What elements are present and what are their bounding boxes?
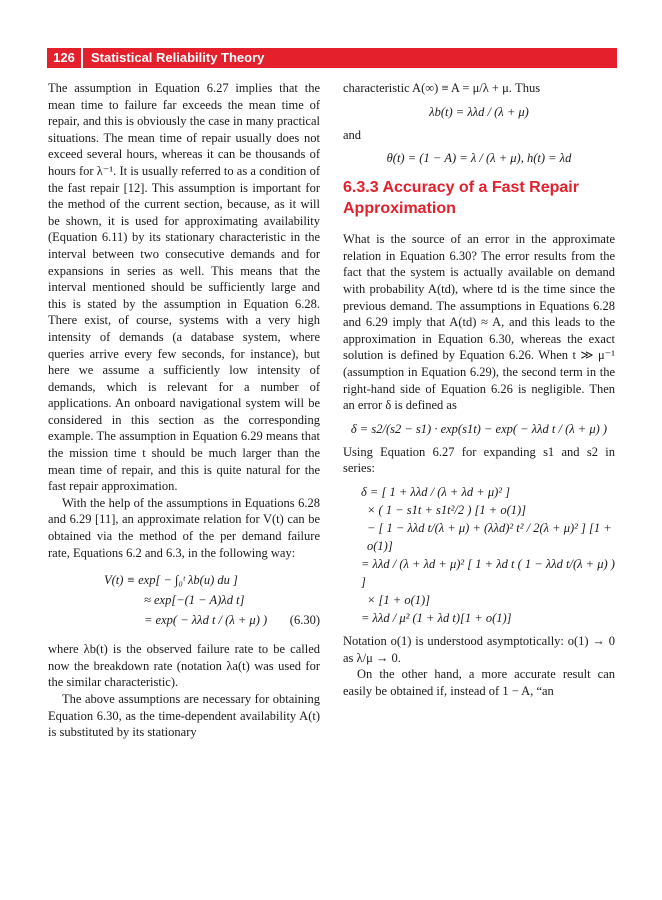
paragraph: With the help of the assumptions in Equations 6.28 and 6.29 [11], an approximate relation for V(t) can be obtained via the method of the per demand failure rate, Equations 6.2 and 6.3, in the following way: xyxy=(48,495,320,560)
equation-line: δ = [ 1 + λλd / (λ + λd + μ)² ] xyxy=(361,484,511,499)
paragraph: The above assumptions are necessary for obtaining Equation 6.30, as the time-dependent availability A(t) is substituted by its stationary xyxy=(48,692,320,740)
equation-line: V(t) ≡ exp[ − ∫₀ᵗ λb(u) du ] xyxy=(104,573,238,588)
equation: δ = s2/(s2 − s1) · exp(s1t) − exp( − λλd t / (λ + μ) ) xyxy=(350,421,608,436)
paragraph: Notation o(1) is understood asymptotically: o(1) → 0 as λ/μ → 0. xyxy=(343,633,615,665)
paragraph: On the other hand, a more accurate result can easily be obtained if, instead of 1 − A, “an xyxy=(343,667,615,698)
equation-number: (6.30) xyxy=(289,613,320,628)
equation: θ(t) = (1 − A) = λ / (λ + μ), h(t) = λd xyxy=(386,151,572,166)
running-title: Statistical Reliability Theory xyxy=(83,48,617,68)
equation-6-30 xyxy=(48,571,320,631)
equation-line: × [1 + o(1)] xyxy=(367,592,431,607)
paragraph: The assumption in Equation 6.27 implies that the mean time to failure far exceeds the mean time of repair, and this is obviously the case in many practical situations. The mean time of repair usually does not exceed several hours, whereas it can be thousands of hours for λ⁻¹. It is usually referred to as a condition of the fast repair [12]. This assumption is important for the method of the current section, because, as it will be shown, it is used for approximating availability (Equation 6.11) by its stationary characteristic in the interval between two consecutive demands and for expansions in series as well. This means that the interval mentioned should be sufficiently large and this is stated by the assumption in Equation 6.28. There exist, of course, systems with a very high intensity of demands (a database system, where queries arrive every few seconds, for instance), but here we assume a sufficiently low intensity of demands, which is relevant for a number of applications. An onboard navigational system will be considered in this section as the corresponding example. The assumption in Equation 6.29 means that the mission time t should be much larger than the mean time of repair, and this is quite natural for the fast repair approximation. xyxy=(48,81,320,494)
equation: λb(t) = λλd / (λ + μ) xyxy=(429,104,529,119)
paragraph: What is the source of an error in the approximate relation in Equation 6.30? The error results from the fact that the system is actually available on demand with probability A(td), where td is the time since the previous demand. The assumptions in Equations 6.28 and 6.29 imply that A(td) ≈ A, and this leads to the approximation in Equation 6.30, whereas the exact solution is defined by Equation 6.26. When t ≫ μ⁻¹ (assumption in Equation 6.29), the second term in the right-hand side of Equation 6.26 is negligible. Then an error δ is defined as xyxy=(343,232,615,413)
equation-block xyxy=(343,483,615,627)
equation-line: = λλd / (λ + λd + μ)² [ 1 + λd t ( 1 − λλd t/(λ + μ) ) ] xyxy=(361,556,615,589)
equation-line: − [ 1 − λλd t/(λ + μ) + (λλd)² t² / 2(λ + μ)² ] [1 + o(1)] xyxy=(367,520,612,553)
right-column xyxy=(343,80,615,699)
equation-line: = exp( − λλd t / (λ + μ) ) (6.30) xyxy=(144,613,320,628)
paragraph: where λb(t) is the observed failure rate to be called now the breakdown rate (notation λa(t) was used for the similar characteristic). xyxy=(48,642,320,690)
left-column xyxy=(48,80,320,741)
paragraph: and xyxy=(343,127,362,142)
equation-line: ≈ exp[−(1 − A)λd t] xyxy=(144,593,245,608)
paragraph: Using Equation 6.27 for expanding s1 and s2 in series: xyxy=(343,444,615,476)
paragraph: characteristic A(∞) ≡ A = μ/λ + μ. Thus xyxy=(343,81,541,95)
section-heading: 6.3.3 Accuracy of a Fast Repair Approximation xyxy=(343,179,579,218)
running-header xyxy=(47,48,617,68)
equation-line: × ( 1 − s1t + s1t²/2 ) [1 + o(1)] xyxy=(367,502,527,517)
equation-line: = λλd / μ² (1 + λd t)[1 + o(1)] xyxy=(361,610,512,625)
page-number: 126 xyxy=(47,48,81,68)
